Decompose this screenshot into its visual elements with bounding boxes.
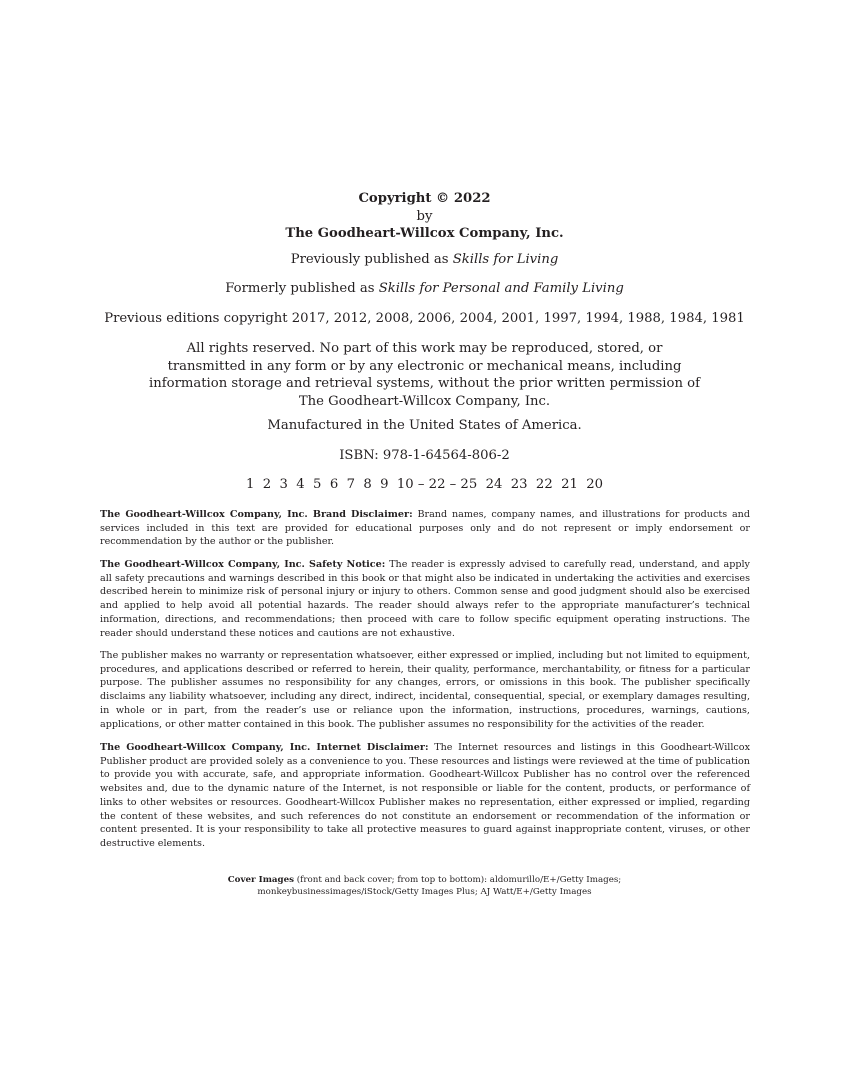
internet-disclaimer bbox=[100, 741, 750, 851]
brand-disclaimer-text: Brand names, company names, and illustrations for products and services included in this text are provided for educational purposes only and do not represent or imply endorsement or recommendation by the author or the publisher. bbox=[100, 509, 750, 548]
cover-images-line-2: monkeybusinessimages/iStock/Getty Images Plus; AJ Watt/E+/Getty Images bbox=[257, 887, 592, 897]
formerly-published bbox=[120, 280, 729, 298]
internet-disclaimer-text: The Internet resources and listings in this Goodheart-Willcox Publisher product are provided solely as a convenience to you. These resources and listings were reviewed at the time of publication to provide you with accurate, safe, and appropriate information. Goodheart-Willcox Publisher has no control over the referenced websites and, due to the dynamic nature of the Internet, is not responsible or liable for the content, products, or performance of links to other websites or resources. Goodheart-Willcox Publisher makes no representation, either expressed or implied, regarding the content of these websites, and such references do not constitute an endorsement or recommendation of the information or content presented. It is your responsibility to take all protective measures to guard against inappropriate content, viruses, or other destructive elements. bbox=[100, 742, 750, 849]
previous-editions: Previous editions copyright 2017, 2012, 2008, 2006, 2004, 2001, 1997, 1994, 1988, 1984, 1981 bbox=[104, 311, 745, 326]
printing-line: 1 2 3 4 5 6 7 8 9 10 – 22 – 25 24 23 22 21 20 bbox=[245, 477, 604, 492]
copyright-by: by bbox=[416, 208, 433, 224]
rights-line-1: All rights reserved. No part of this work may be reproduced, stored, or bbox=[186, 341, 663, 356]
manufactured-statement: Manufactured in the United States of America. bbox=[267, 418, 582, 433]
cover-images-credit bbox=[150, 874, 699, 898]
rights-line-2: transmitted in any form or by any electronic or mechanical means, including bbox=[167, 358, 682, 374]
brand-disclaimer-label: The Goodheart-Willcox Company, Inc. Brand Disclaimer: bbox=[100, 509, 413, 520]
warranty-text: The publisher makes no warranty or representation whatsoever, either expressed or implied, including but not limited to equipment, procedures, and applications described or referred to herein, their quality, performance, merchantability, or fitness for a particular purpose. The publisher assumes no responsibility for any changes, errors, or omissions in this book. The publisher specifically disclaims any liability whatsoever, including any direct, indirect, incidental, consequential, special, or exemplary damages resulting, in whole or in part, from the reader’s use or reliance upon the information, instructions, procedures, warnings, cautions, applications, or other matter contained in this book. The publisher assumes no responsibility for the activities of the reader. bbox=[100, 650, 750, 730]
previously-title: Skills for Living bbox=[452, 252, 559, 267]
safety-notice-label: The Goodheart-Willcox Company, Inc. Safety Notice: bbox=[100, 559, 386, 570]
previously-prefix: Previously published as bbox=[290, 252, 453, 267]
safety-notice bbox=[100, 558, 750, 640]
formerly-prefix: Formerly published as bbox=[225, 281, 379, 296]
internet-disclaimer-label: The Goodheart-Willcox Company, Inc. Internet Disclaimer: bbox=[100, 742, 429, 753]
safety-notice-text: The reader is expressly advised to carefully read, understand, and apply all safety precautions and warnings described in this book or that might also be indicated in undertaking the activities and exercises described herein to minimize risk of personal injury or injury to others. Common sense and good judgment should also be exercised and applied to help avoid all potential hazards. The reader should always refer to the appropriate manufacturer’s technical information, directions, and recommendations; then proceed with care to follow specific equipment operating instructions. The reader should understand these notices and cautions are not exhaustive. bbox=[100, 559, 750, 639]
isbn: ISBN: 978-1-64564-806-2 bbox=[339, 448, 510, 463]
cover-images-label: Cover Images bbox=[227, 875, 295, 885]
copyright-heading bbox=[120, 190, 729, 243]
rights-line-3: information storage and retrieval systems, without the prior written permission of bbox=[149, 376, 700, 391]
copyright-company: The Goodheart-Willcox Company, Inc. bbox=[285, 226, 564, 241]
rights-statement bbox=[100, 340, 749, 410]
previously-published bbox=[120, 251, 729, 269]
formerly-title: Skills for Personal and Family Living bbox=[378, 281, 624, 296]
warranty-statement bbox=[100, 649, 750, 731]
brand-disclaimer bbox=[100, 508, 750, 549]
cover-images-line-1: (front and back cover; from top to bottom): aldomurillo/E+/Getty Images; bbox=[294, 875, 622, 885]
copyright-line: Copyright © 2022 bbox=[358, 191, 491, 206]
rights-line-4: The Goodheart-Willcox Company, Inc. bbox=[298, 393, 551, 409]
